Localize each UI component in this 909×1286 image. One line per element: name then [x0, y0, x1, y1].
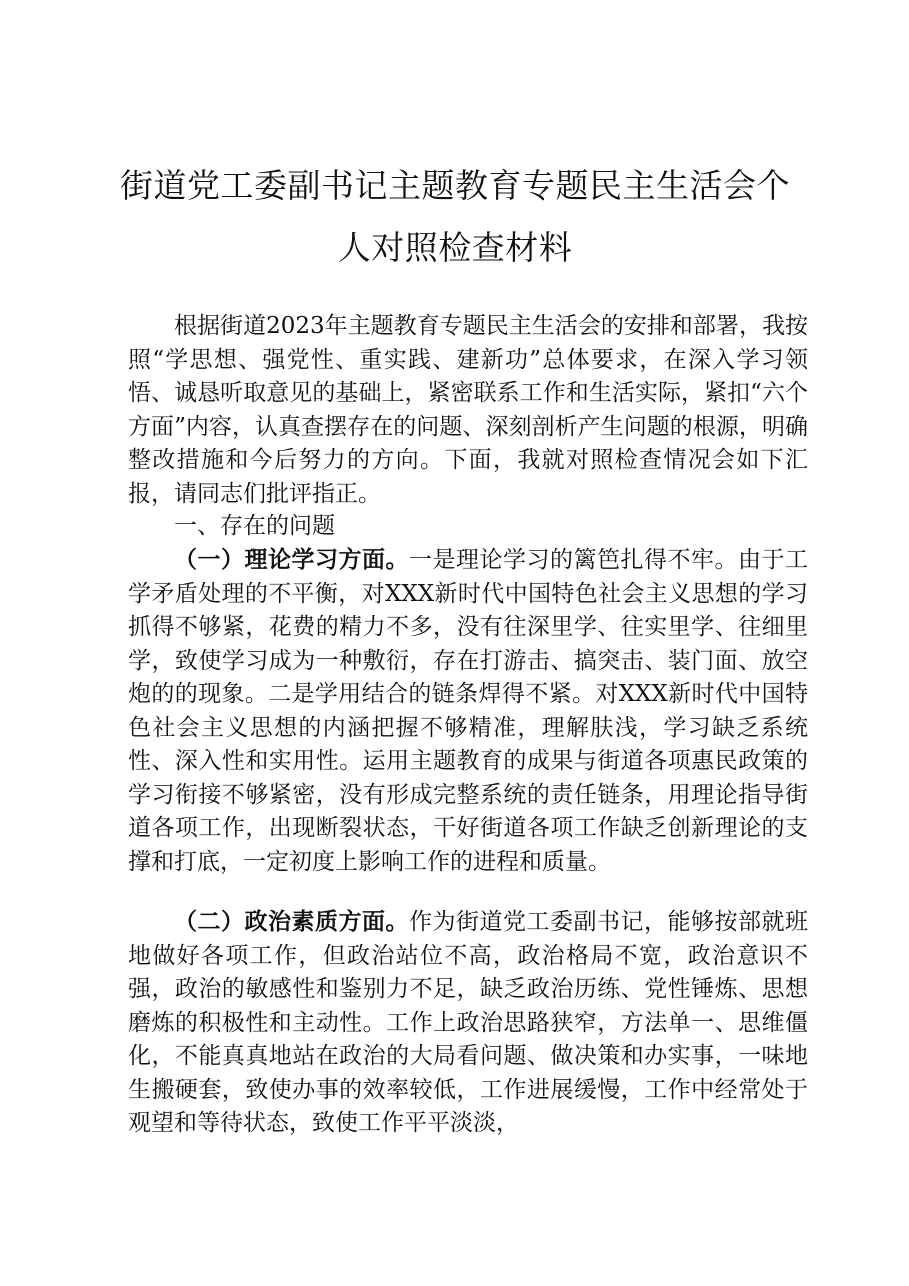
- section-heading-problems: 一、存在的问题: [174, 513, 335, 539]
- intro-paragraph: [128, 310, 808, 511]
- paragraph-text-political-quality: 作为街道党工委副书记，能够按部就班地做好各项工作，但政治站位不高，政治格局不宽，政治意识不强，政治的敏感性和鉴别力不足，缺乏政治历练、党性锤炼、思想磨炼的积极性和主动性。工作上政治思路狭窄，方法单一、思维僵化，不能真真地站在政治的大局看问题、做决策和办实事，一味地生搬硬套，致使办事的效率较低，工作进展缓慢，工作中经常处于观望和等待状态，致使工作平平淡淡，: [128, 909, 808, 1136]
- document-title-line-2: 人对照检查材料: [337, 228, 573, 267]
- paragraph-text-theory-study: 一是理论学习的篱笆扎得不牢。由于工学矛盾处理的不平衡，对XXX新时代中国特色社会主义思想的学习抓得不够紧，花费的精力不多，没有往深里学、往实里学、往细里学，致使学习成为一种敷衍，存在打游击、搞突击、装门面、放空炮的的现象。二是学用结合的链条焊得不紧。对XXX新时代中国特色社会主义思想的内涵把握不够精准，理解肤浅，学习缺乏系统性、深入性和实用性。运用主题教育的成果与街道各项惠民政策的学习衔接不够紧密，没有形成完整系统的责任链条，用理论指导街道各项工作，出现断裂状态，干好街道各项工作缺乏创新理论的支撑和打底，一定初度上影响工作的进程和质量。: [128, 547, 808, 875]
- paragraph-political-quality: [128, 905, 808, 1141]
- paragraph-lead-political-quality: （二）政治素质方面。: [174, 908, 409, 935]
- paragraph-lead-theory-study: （一）理论学习方面。: [174, 546, 409, 573]
- intro-text: 根据街道2023年主题教育专题民主生活会的安排和部署，我按照“学思想、强党性、重实践、建新功”总体要求，在深入学习领悟、诚恳听取意见的基础上，紧密联系工作和生活实际，紧扣“六个方面”内容，认真查摆存在的问题、深刻剖析产生问题的根源，明确整改措施和今后努力的方向。下面，我就对照检查情况会如下汇报，请同志们批评指正。: [128, 313, 808, 507]
- document-title-line-1: 街道党工委副书记主题教育专题民主生活会个: [120, 166, 790, 205]
- paragraph-theory-study: [128, 543, 808, 879]
